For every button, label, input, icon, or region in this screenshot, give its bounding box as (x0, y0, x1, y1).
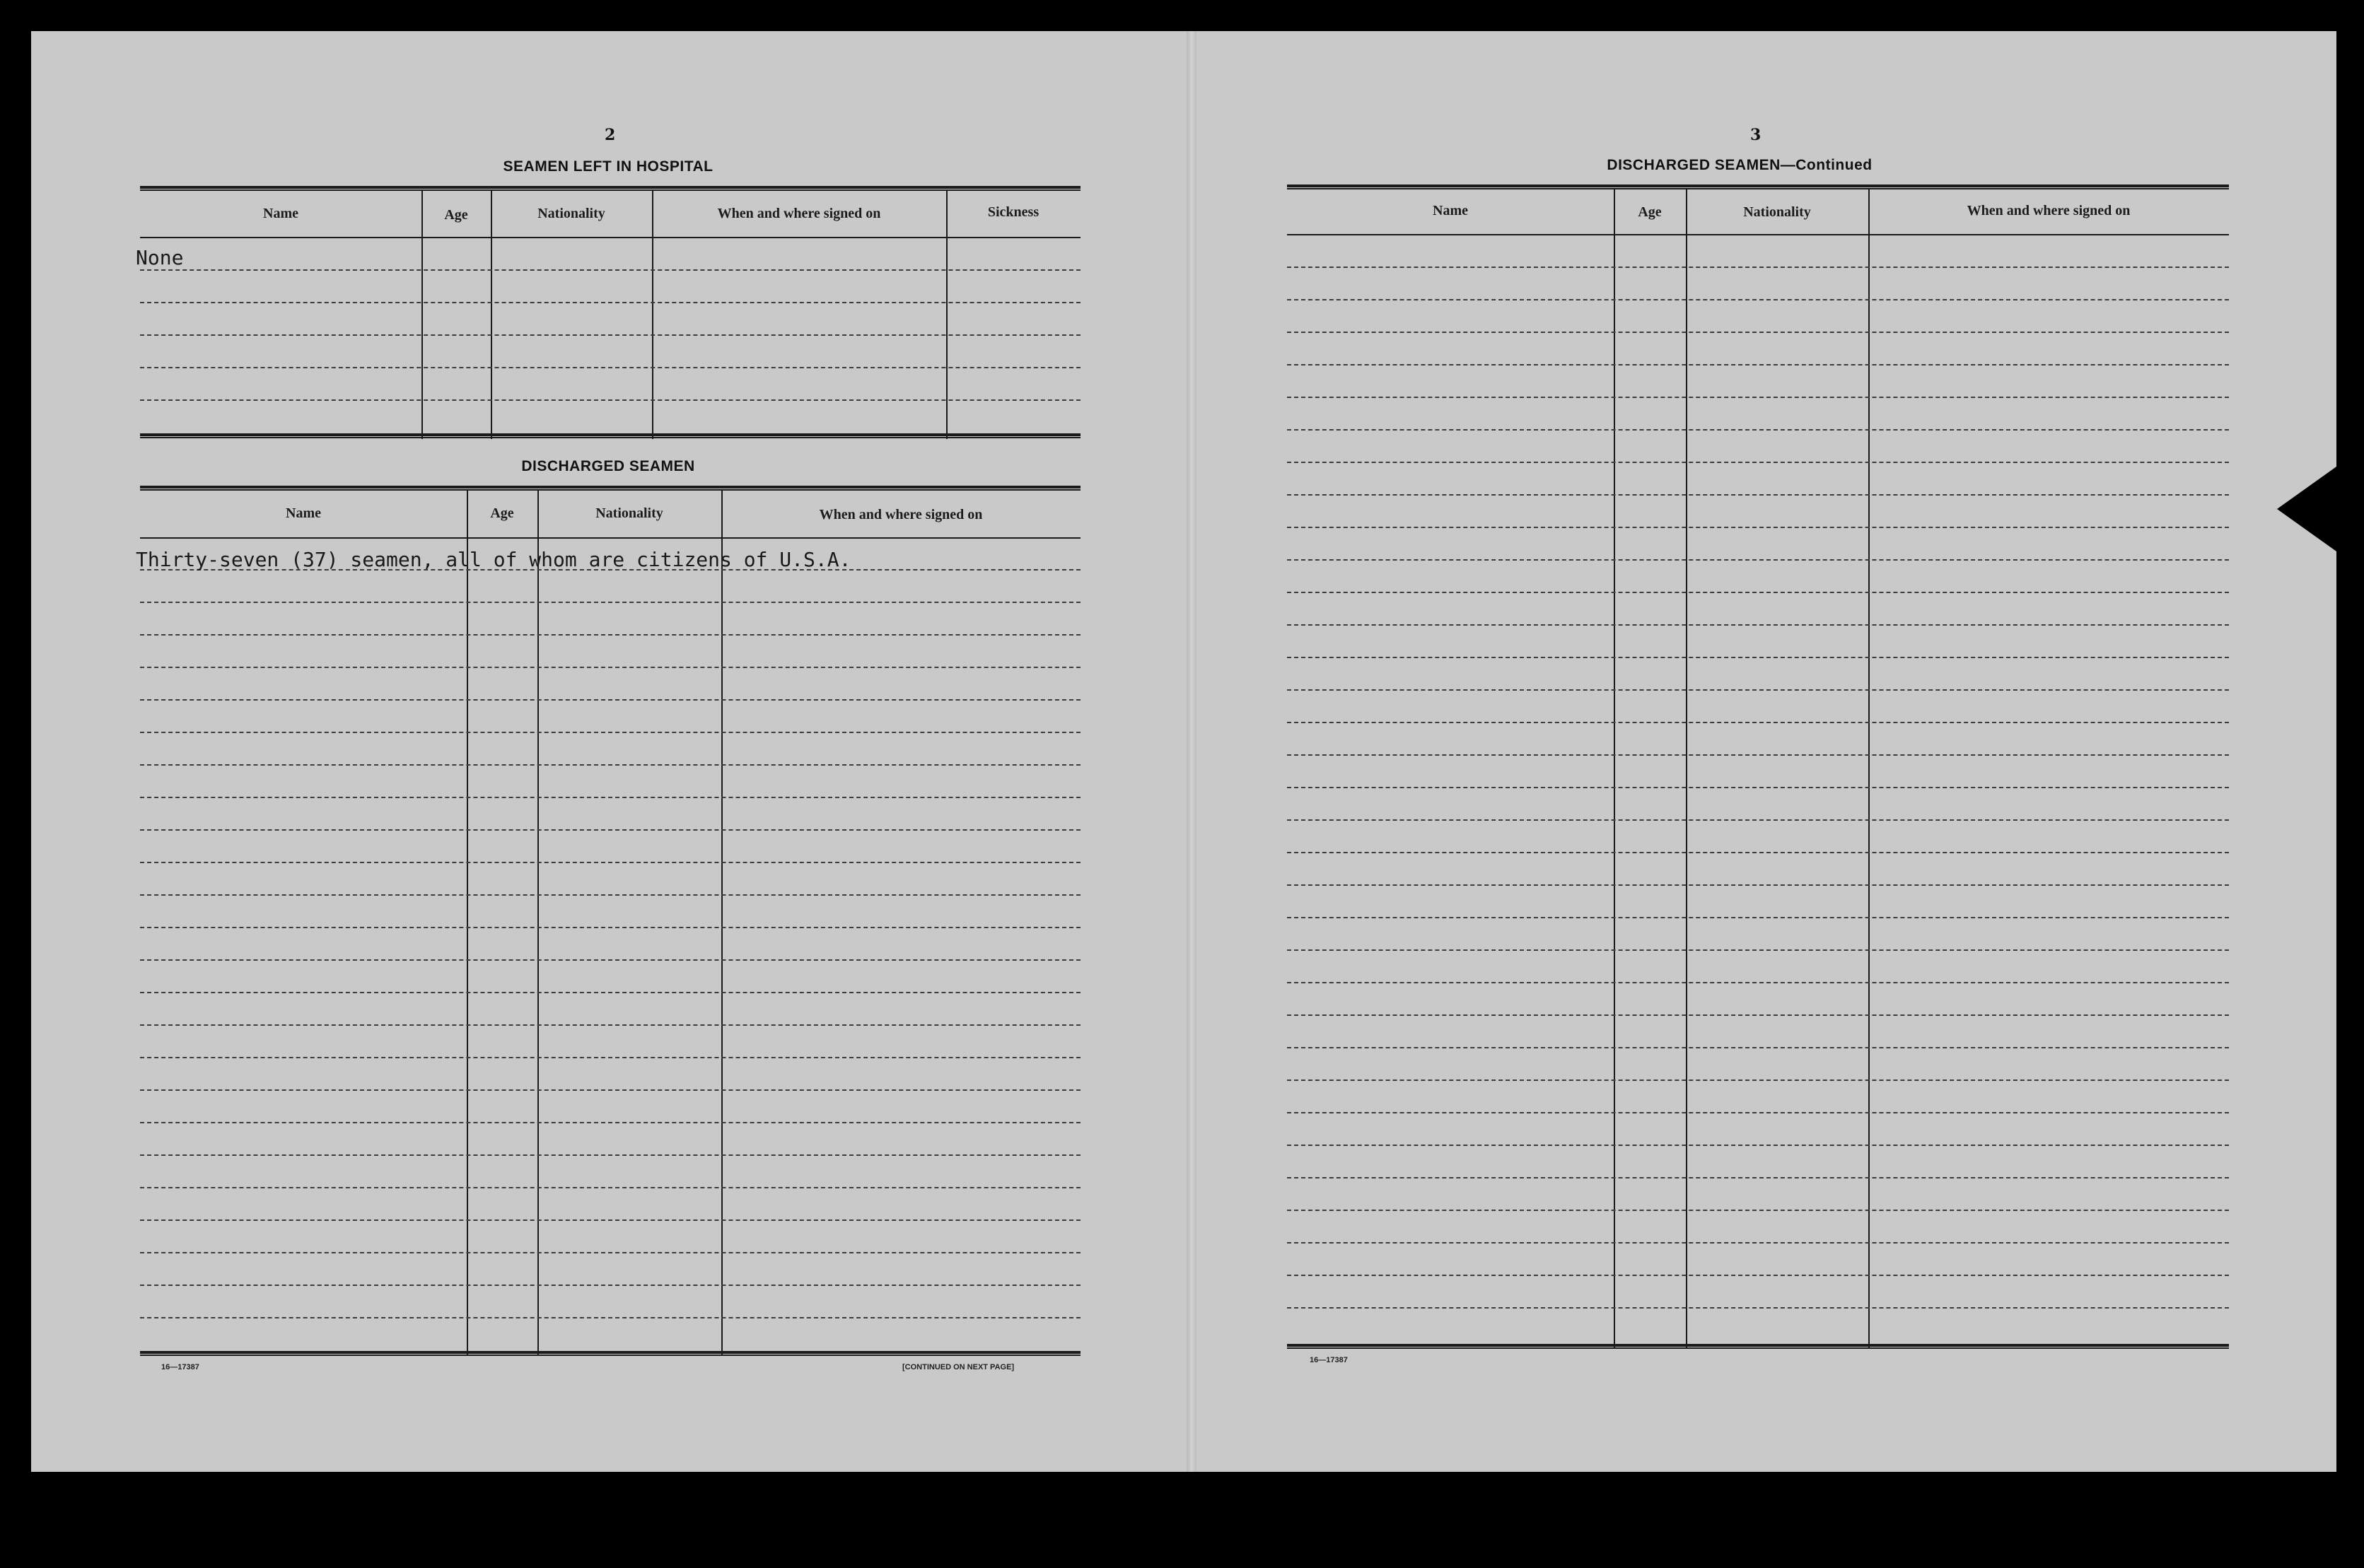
table-row (1287, 1210, 2229, 1211)
table-top-rule (140, 486, 1081, 491)
table-row (1287, 884, 2229, 886)
table-row (140, 269, 1081, 271)
col-divider (537, 490, 539, 1356)
hospital-col-sickness: Sickness (987, 204, 1040, 220)
col-divider (1614, 189, 1615, 1348)
table-row (140, 1057, 1081, 1058)
col-divider (1686, 189, 1687, 1348)
table-row (1287, 1145, 2229, 1146)
table-row (1287, 1014, 2229, 1016)
table-row (1287, 1242, 2229, 1244)
table-row (140, 1122, 1081, 1123)
discharged-table-right (1287, 185, 2229, 1351)
discharged-col-when-where: When and where signed on (819, 507, 983, 522)
table-row (140, 764, 1081, 766)
discharged-col-age: Age (490, 505, 514, 521)
hospital-col-when-where: When and where signed on (717, 206, 881, 221)
table-row (1287, 1307, 2229, 1309)
table-row (140, 862, 1081, 863)
table-row (140, 602, 1081, 603)
right-col-name: Name (1433, 203, 1468, 218)
table-row (1287, 819, 2229, 821)
table-row (1287, 624, 2229, 626)
table-row (1287, 1112, 2229, 1113)
table-bottom-rule (140, 1351, 1081, 1356)
torn-edge (2277, 467, 2336, 551)
table-row (140, 797, 1081, 798)
col-divider (467, 490, 468, 1356)
table-row (1287, 1275, 2229, 1276)
table-row (140, 1187, 1081, 1188)
table-row (1287, 397, 2229, 398)
table-row (1287, 852, 2229, 853)
form-number-right: 16—17387 (1310, 1356, 1348, 1364)
discharged-col-name: Name (286, 505, 321, 521)
table-row (1287, 462, 2229, 463)
table-row (140, 927, 1081, 928)
table-bottom-rule (140, 433, 1081, 438)
discharged-entry: Thirty-seven (37) seamen, all of whom are citizens of U.S.A. (136, 548, 851, 571)
table-row (1287, 364, 2229, 365)
table-row (1287, 1047, 2229, 1048)
header-rule (1287, 234, 2229, 235)
col-divider (946, 190, 948, 439)
table-row (140, 959, 1081, 961)
col-divider (491, 190, 492, 439)
table-row (1287, 917, 2229, 918)
page-number-right: 3 (1750, 126, 1762, 144)
col-divider (421, 190, 423, 439)
table-row (140, 634, 1081, 636)
table-row (1287, 494, 2229, 496)
right-col-age: Age (1638, 204, 1662, 220)
table-row (140, 1317, 1081, 1318)
col-divider (652, 190, 653, 439)
table-row (140, 399, 1081, 401)
right-col-when-where: When and where signed on (1967, 203, 2131, 218)
table-row (1287, 299, 2229, 300)
table-row (1287, 559, 2229, 561)
discharged-section-title: DISCHARGED SEAMEN (521, 458, 695, 474)
table-row (1287, 722, 2229, 723)
table-row (140, 699, 1081, 701)
continued-note: [CONTINUED ON NEXT PAGE] (902, 1363, 1015, 1371)
table-row (140, 1024, 1081, 1026)
table-row (1287, 1177, 2229, 1178)
form-number-left: 16—17387 (161, 1363, 199, 1371)
page-fold (1187, 31, 1196, 1472)
hospital-table (136, 186, 1081, 440)
header-rule (140, 537, 1081, 539)
table-row (140, 1285, 1081, 1286)
table-row (140, 1089, 1081, 1091)
table-row (1287, 982, 2229, 983)
table-row (140, 302, 1081, 303)
table-row (1287, 267, 2229, 268)
table-row (140, 829, 1081, 831)
table-bottom-rule (1287, 1344, 2229, 1349)
table-row (1287, 1080, 2229, 1081)
table-row (140, 667, 1081, 668)
table-row (140, 732, 1081, 733)
col-divider (721, 490, 723, 1356)
page-number-left: 2 (605, 126, 616, 144)
table-row (1287, 657, 2229, 658)
table-row (140, 1219, 1081, 1221)
table-row (1287, 689, 2229, 691)
right-col-nationality: Nationality (1743, 204, 1811, 220)
table-row (1287, 592, 2229, 593)
table-row (140, 367, 1081, 368)
table-row (140, 894, 1081, 896)
table-row (1287, 332, 2229, 333)
discharged-continued-title: DISCHARGED SEAMEN—Continued (1607, 157, 1873, 173)
hospital-col-age: Age (444, 207, 468, 223)
table-top-rule (140, 186, 1081, 191)
table-row (140, 1252, 1081, 1253)
table-row (140, 334, 1081, 336)
table-row (1287, 949, 2229, 951)
col-divider (1868, 189, 1870, 1348)
table-row (140, 1154, 1081, 1156)
table-row (1287, 429, 2229, 431)
table-row (1287, 527, 2229, 528)
hospital-section-title: SEAMEN LEFT IN HOSPITAL (503, 158, 714, 175)
header-rule (140, 237, 1081, 238)
hospital-col-name: Name (263, 206, 298, 221)
table-row (1287, 754, 2229, 756)
table-top-rule (1287, 185, 2229, 189)
table-row (1287, 787, 2229, 788)
discharged-col-nationality: Nationality (595, 505, 663, 521)
hospital-entry: None (136, 246, 184, 269)
discharged-table-left (136, 486, 1081, 1359)
table-row (140, 992, 1081, 993)
hospital-col-nationality: Nationality (537, 206, 605, 221)
